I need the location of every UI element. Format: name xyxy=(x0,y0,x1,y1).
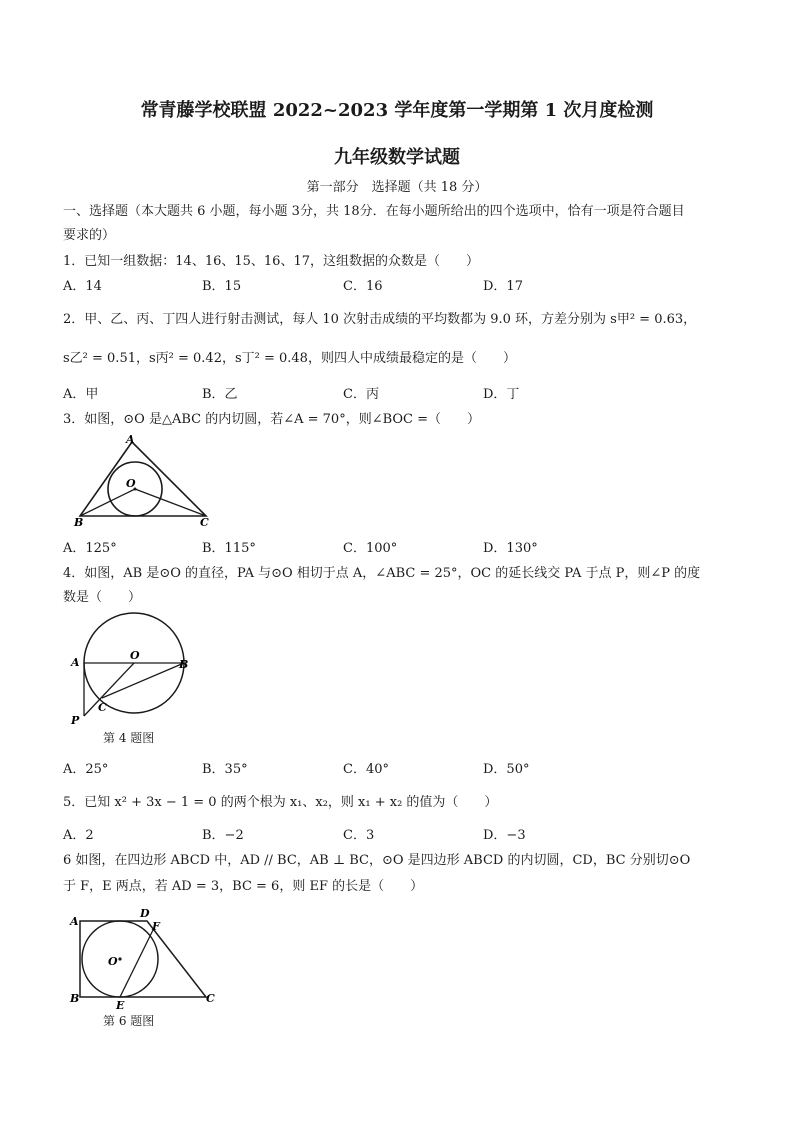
q4-label-a: A xyxy=(71,656,80,669)
q4-figure xyxy=(66,610,206,730)
q6-label-o: O xyxy=(108,955,118,968)
q6-figure xyxy=(66,905,226,1010)
q4-figure-caption: 第 4 题图 xyxy=(103,731,155,745)
q3-option-c: C．100° xyxy=(343,541,398,556)
q5-option-a: A．2 xyxy=(63,828,94,843)
question-2-stem-2: s乙² = 0.51，s丙² = 0.42，s丁² = 0.48，则四人中成绩最稳定的是（ ） xyxy=(63,351,516,366)
q2-option-c: C．丙 xyxy=(343,387,379,402)
exam-title: 常青藤学校联盟 2022~2023 学年度第一学期第 1 次月度检测 xyxy=(140,100,654,121)
q3-label-c: C xyxy=(200,516,209,529)
question-2-stem-1: 2．甲、乙、丙、丁四人进行射击测试，每人 10 次射击成绩的平均数都为 9.0 环，方差分别为 s甲² = 0.63， xyxy=(63,312,697,327)
q1-option-c: C．16 xyxy=(343,279,383,294)
intro-line-1: 一、选择题（本大题共 6 小题，每小题 3分，共 18分．在每小题所给出的四个选项中，恰有一项是符合题目 xyxy=(63,204,685,219)
intro-line-2: 要求的） xyxy=(63,228,116,243)
question-6-stem-2: 于 F，E 两点，若 AD = 3，BC = 6，则 EF 的长是（ ） xyxy=(63,879,424,894)
q4-option-b: B．35° xyxy=(202,762,248,777)
q5-option-d: D．−3 xyxy=(483,828,526,843)
q1-option-a: A．14 xyxy=(63,279,102,294)
section-heading: 第一部分 选择题（共 18 分） xyxy=(306,180,488,195)
q4-option-d: D．50° xyxy=(483,762,530,777)
q3-option-a: A．125° xyxy=(63,541,117,556)
q5-option-b: B．−2 xyxy=(202,828,244,843)
q6-label-c: C xyxy=(206,992,215,1005)
question-4-stem-2: 数是（ ） xyxy=(63,590,142,605)
q4-label-c: C xyxy=(98,701,107,714)
q3-label-b: B xyxy=(74,516,84,529)
q3-option-b: B．115° xyxy=(202,541,256,556)
q4-option-a: A．25° xyxy=(63,762,109,777)
q3-figure xyxy=(70,430,220,530)
q1-option-d: D．17 xyxy=(483,279,523,294)
q6-label-d: D xyxy=(140,907,150,920)
q6-figure-caption: 第 6 题图 xyxy=(103,1014,155,1028)
q6-label-e: E xyxy=(116,999,125,1010)
q2-option-a: A．甲 xyxy=(63,387,99,402)
question-1-stem: 1．已知一组数据：14、16、15、16、17，这组数据的众数是（ ） xyxy=(63,254,479,269)
question-3-stem: 3．如图，⊙O 是△ABC 的内切圆，若∠A = 70°，则∠BOC =（ ） xyxy=(63,412,481,427)
incircle-triangle-diagram xyxy=(70,430,220,530)
q1-option-b: B．15 xyxy=(202,279,242,294)
q6-label-a: A xyxy=(70,915,79,928)
q3-label-o: O xyxy=(126,477,136,490)
q6-label-f: F xyxy=(152,920,160,933)
question-4-stem-1: 4．如图，AB 是⊙O 的直径，PA 与⊙O 相切于点 A，∠ABC = 25°，OC 的延长线交 PA 于点 P，则∠P 的度 xyxy=(63,566,701,581)
quadrilateral-incircle-diagram xyxy=(66,905,226,1010)
question-5-stem: 5．已知 x² + 3x − 1 = 0 的两个根为 x₁、x₂，则 x₁ + x₂ 的值为（ ） xyxy=(63,795,498,810)
q4-label-o: O xyxy=(130,649,140,662)
q4-label-p: P xyxy=(71,714,80,727)
question-6-stem-1: 6 如图，在四边形 ABCD 中，AD // BC，AB ⊥ BC，⊙O 是四边形 ABCD 的内切圆，CD，BC 分别切⊙O xyxy=(63,853,691,868)
q2-option-b: B．乙 xyxy=(202,387,238,402)
q5-option-c: C．3 xyxy=(343,828,375,843)
q6-label-b: B xyxy=(70,992,80,1005)
q3-option-d: D．130° xyxy=(483,541,538,556)
q4-label-b: B xyxy=(179,658,189,671)
q4-option-c: C．40° xyxy=(343,762,389,777)
q3-label-a: A xyxy=(126,433,135,446)
exam-subtitle: 九年级数学试题 xyxy=(334,147,460,168)
q2-option-d: D．丁 xyxy=(483,387,520,402)
tangent-circle-diagram xyxy=(66,610,206,730)
